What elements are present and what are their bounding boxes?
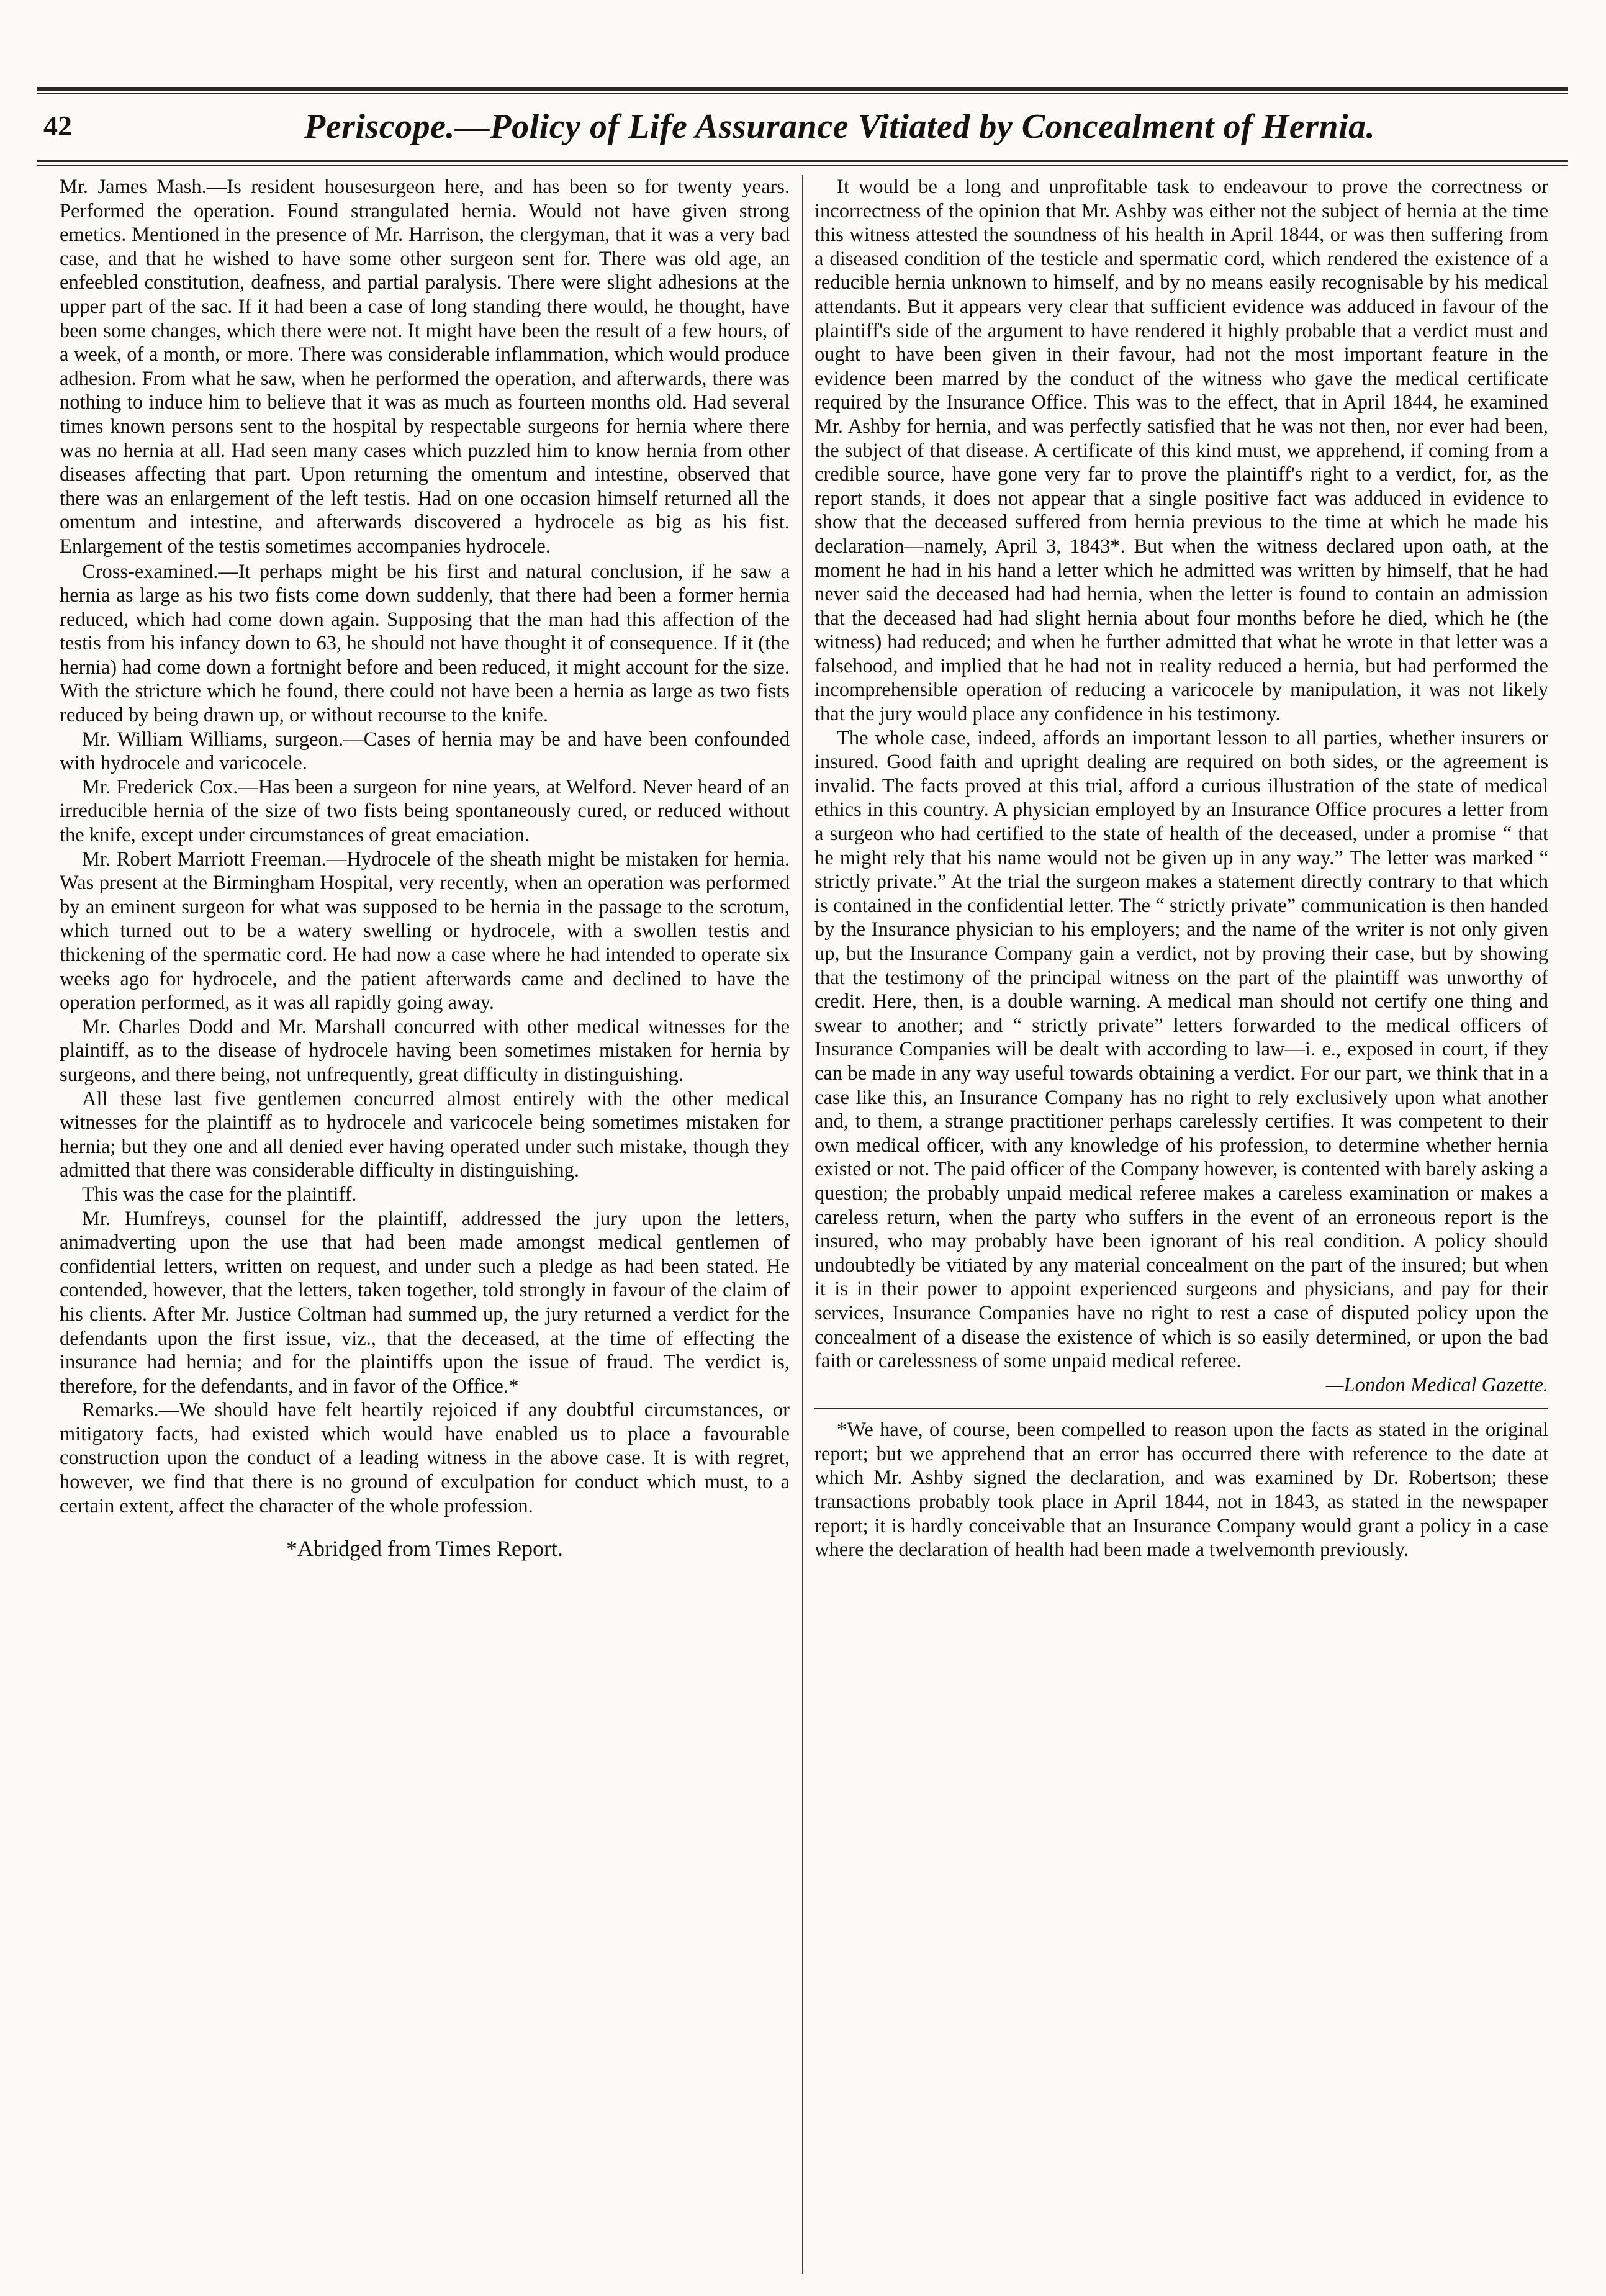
footnote <box>814 1418 1548 1562</box>
paragraph-mash: Mr. James Mash.—Is resident housesurgeon here, and has been so for twenty years. Performed the operation. Found strangulated hernia. Would not have given strong emetics. Mentioned in the presence of Mr. Harrison, the clergyman, that it was a very bad case, and that he wished to have some other surgeon sent for. There was old age, an enfeebled constitution, deafness, and partial paralysis. There were slight adhesions at the upper part of the sac. If it had been a case of long standing there would, he thought, have been some changes, which there were not. It might have been the result of a few hours, of a week, of a month, or more. There was considerable inflammation, which would produce adhesion. From what he saw, when he performed the operation, and afterwards, there was nothing to induce him to believe that it was as much as fourteen months old. Had several times known persons sent to the hospital by respectable surgeons for hernia where there was no hernia at all. Had seen many cases which puzzled him to know hernia from other diseases affecting that part. Upon returning the omentum and intestine, observed that there was an enlargement of the left testis. Had on one occasion himself returned all the omentum and intestine, and afterwards discovered a hydrocele as big as his fist. Enlargement of the testis sometimes accompanies hydrocele. <box>60 176 790 558</box>
running-title: Periscope.—Policy of Life Assurance Vitiated by Concealment of Hernia. <box>304 107 1376 146</box>
paragraph-case-for-plaintiff: This was the case for the plaintiff. <box>82 1183 357 1206</box>
footnote-rule <box>814 1408 1548 1409</box>
paragraph-cox: Mr. Frederick Cox.—Has been a surgeon for nine years, at Welford. Never heard of an irreducible hernia of the size of two fists being spontaneously cured, or reduced without the knife, except under circumstances of great emaciation. <box>60 775 790 847</box>
page-number: 42 <box>43 110 72 142</box>
paragraph-ashby-opinion: It would be a long and unprofitable task to endeavour to prove the correctness or incorrectness of the opinion that Mr. Ashby was either not the subject of hernia at the time this witness attested the soundness of his health in April 1844, or was then suffering from a diseased condition of the testicle and spermatic cord, which rendered the existence of a reducible hernia unknown to himself, and by no means easily recognisable by his medical attendants. But it appears very clear that sufficient evidence was adduced in favour of the plaintiff's side of the argument to have rendered it highly probable that a verdict must and ought to have been given in their favour, had not the most important feature in the evidence been marred by the conduct of the witness who gave the medical certificate required by the Insurance Office. This was to the effect, that in April 1844, he examined Mr. Ashby for hernia, and was perfectly satisfied that he was not then, nor ever had been, the subject of that disease. A certificate of this kind must, we apprehend, if coming from a credible source, have gone very far to prove the plaintiff's right to a verdict, for, as the report stands, it does not appear that a single positive fact was adduced in evidence to show that the deceased suffered from hernia previous to the time at which he made his declaration—namely, April 3, 1843*. But when the witness declared upon oath, at the moment he had in his hand a letter which he admitted was written by himself, that he had never said the deceased had had hernia, when the letter is found to contain an admission that the deceased had had slight hernia about four months before he died, which he (the witness) had reduced; and when he further admitted that what he wrote in that letter was a falsehood, and implied that he had not in reality reduced a hernia, but had performed the incomprehensible operation of reducing a varicocele by manipulation, it was not likely that the jury would place any confidence in his testimony. <box>814 176 1548 726</box>
header-rule-thin <box>37 165 1568 166</box>
footnote-text: *We have, of course, been compelled to reason upon the facts as stated in the original report; but we apprehend that an error has occurred there with reference to the date at which Mr. Ashby signed the declaration, and was examined by Dr. Robertson; these transactions probably took place in April 1844, not in 1843, as stated in the newspaper report; it is hardly conceivable that an Insurance Company would grant a policy in a case where the declaration of health had been made a twelvemonth previously. <box>814 1419 1548 1562</box>
page-header <box>43 104 1563 154</box>
paragraph-lesson: The whole case, indeed, affords an important lesson to all parties, whether insurers or insured. Good faith and upright dealing are required on both sides, or the agreement is invalid. The facts proved at this trial, afford a curious illustration of the state of medical ethics in this country. A physician employed by an Insurance Office procures a letter from a surgeon who had certified to the state of health of the deceased, under a promise “ that he might rely that his name would not be given up in any way.” The letter was marked “ strictly private.” At the trial the surgeon makes a statement directly contrary to that which is contained in the confidential letter. The “ strictly private” communication is then handed by the Insurance physician to his employers; and the name of the writer is not only given up, but the Insurance Company gain a verdict, not by proving their case, but by showing that the testimony of the principal witness on the part of the plaintiff was unworthy of credit. Here, then, is a double warning. A medical man should not certify one thing and swear to another; and “ strictly private” letters forwarded to the medical officers of Insurance Companies will be dealt with according to law—i. e., exposed in court, if they can be made in any way useful towards obtaining a verdict. For our part, we think that in a case like this, an Insurance Company has no right to rely exclusively upon what another and, to them, a strange practitioner perhaps carelessly certifies. It was competent to their own medical officer, with any knowledge of his profession, to determine whether hernia existed or not. The paid officer of the Company however, is contented with barely asking a question; the probably unpaid medical referee makes a careless examination or makes a careless return, when the party who suffers in the event of an erroneous report is the insured, who may probably have been ignorant of his real condition. A policy should undoubtedly be vitiated by any material concealment on the part of the insured; but when it is in their power to appoint experienced surgeons and physicians, and pay for their services, Insurance Companies have no right to rest a case of disputed policy upon the concealment of a disease the existence of which is so easily determined, or upon the bad faith or carelessness of some unpaid medical referee. <box>814 726 1548 1373</box>
paragraph-humfreys: Mr. Humfreys, counsel for the plaintiff, addressed the jury upon the letters, animadverting upon the use that had been made amongst medical gentlemen of confidential letters, written on request, and under such a pledge as had been stated. He contended, however, that the letters, taken together, told strongly in favour of the claim of his clients. After Mr. Justice Coltman had summed up, the jury returned a verdict for the defendants upon the first issue, viz., that the deceased, at the time of effecting the insurance had hernia; and for the plaintiffs upon the issue of fraud. The verdict is, therefore, for the defendants, and in favor of the Office.* <box>60 1207 790 1398</box>
paragraph-dodd-marshall: Mr. Charles Dodd and Mr. Marshall concurred with other medical witnesses for the plaintiff, as to the disease of hydrocele having been sometimes mistaken for hernia by surgeons, and there being, not unfrequently, great difficulty in distinguishing. <box>60 1015 790 1086</box>
signature-source: —London Medical Gazette. <box>1325 1373 1548 1396</box>
left-column <box>60 175 790 1561</box>
header-rule-thick <box>37 160 1568 162</box>
paragraph-williams: Mr. William Williams, surgeon.—Cases of hernia may be and have been confounded with hydrocele and varicocele. <box>60 728 790 775</box>
paragraph-remarks: Remarks.—We should have felt heartily rejoiced if any doubtful circumstances, or mitigatory facts, had existed which would have enabled us to place a favourable construction upon the conduct of a leading witness in the above case. It is with regret, however, we find that there is no ground of exculpation for conduct which must, to a certain extent, affect the character of the whole profession. <box>60 1399 790 1517</box>
paragraph-freeman: Mr. Robert Marriott Freeman.—Hydrocele of the sheath might be mistaken for hernia. Was present at the Birmingham Hospital, very recently, when an operation was performed by an eminent surgeon for what was supposed to be hernia in the passage to the scrotum, which turned out to be a watery swelling or hydrocele, with a swollen testis and thickening of the spermatic cord. He had now a case where he had intended to operate six weeks ago for hydrocele, and the patient afterwards came and declined to have the operation performed, as it was all rapidly going away. <box>60 847 790 1015</box>
paragraph-five-gentlemen: All these last five gentlemen concurred almost entirely with the other medical witnesses for the plaintiff as to hydrocele and varicocele being sometimes mistaken for hernia; but they one and all denied ever having operated under such mistake, though they admitted that there was considerable difficulty in distinguishing. <box>60 1087 790 1182</box>
top-rule-thick <box>37 87 1568 91</box>
paragraph-cross-examined: Cross-examined.—It perhaps might be his first and natural conclusion, if he saw a hernia as large as his two fists come down suddenly, that there had been a former hernia reduced, which had come down again. Supposing that the man had this affection of the testis from his infancy down to 63, he should not have thought it of consequence. If it (the hernia) had come down a fortnight before and been reduced, it might account for the size. With the stricture which he found, there could not have been a hernia as large as two fists reduced by being drawn up, or without recourse to the knife. <box>60 560 790 727</box>
top-rule-thin <box>37 93 1568 94</box>
abridged-note: *Abridged from Times Report. <box>286 1536 563 1562</box>
right-column <box>814 175 1548 1562</box>
column-divider <box>802 175 803 2274</box>
